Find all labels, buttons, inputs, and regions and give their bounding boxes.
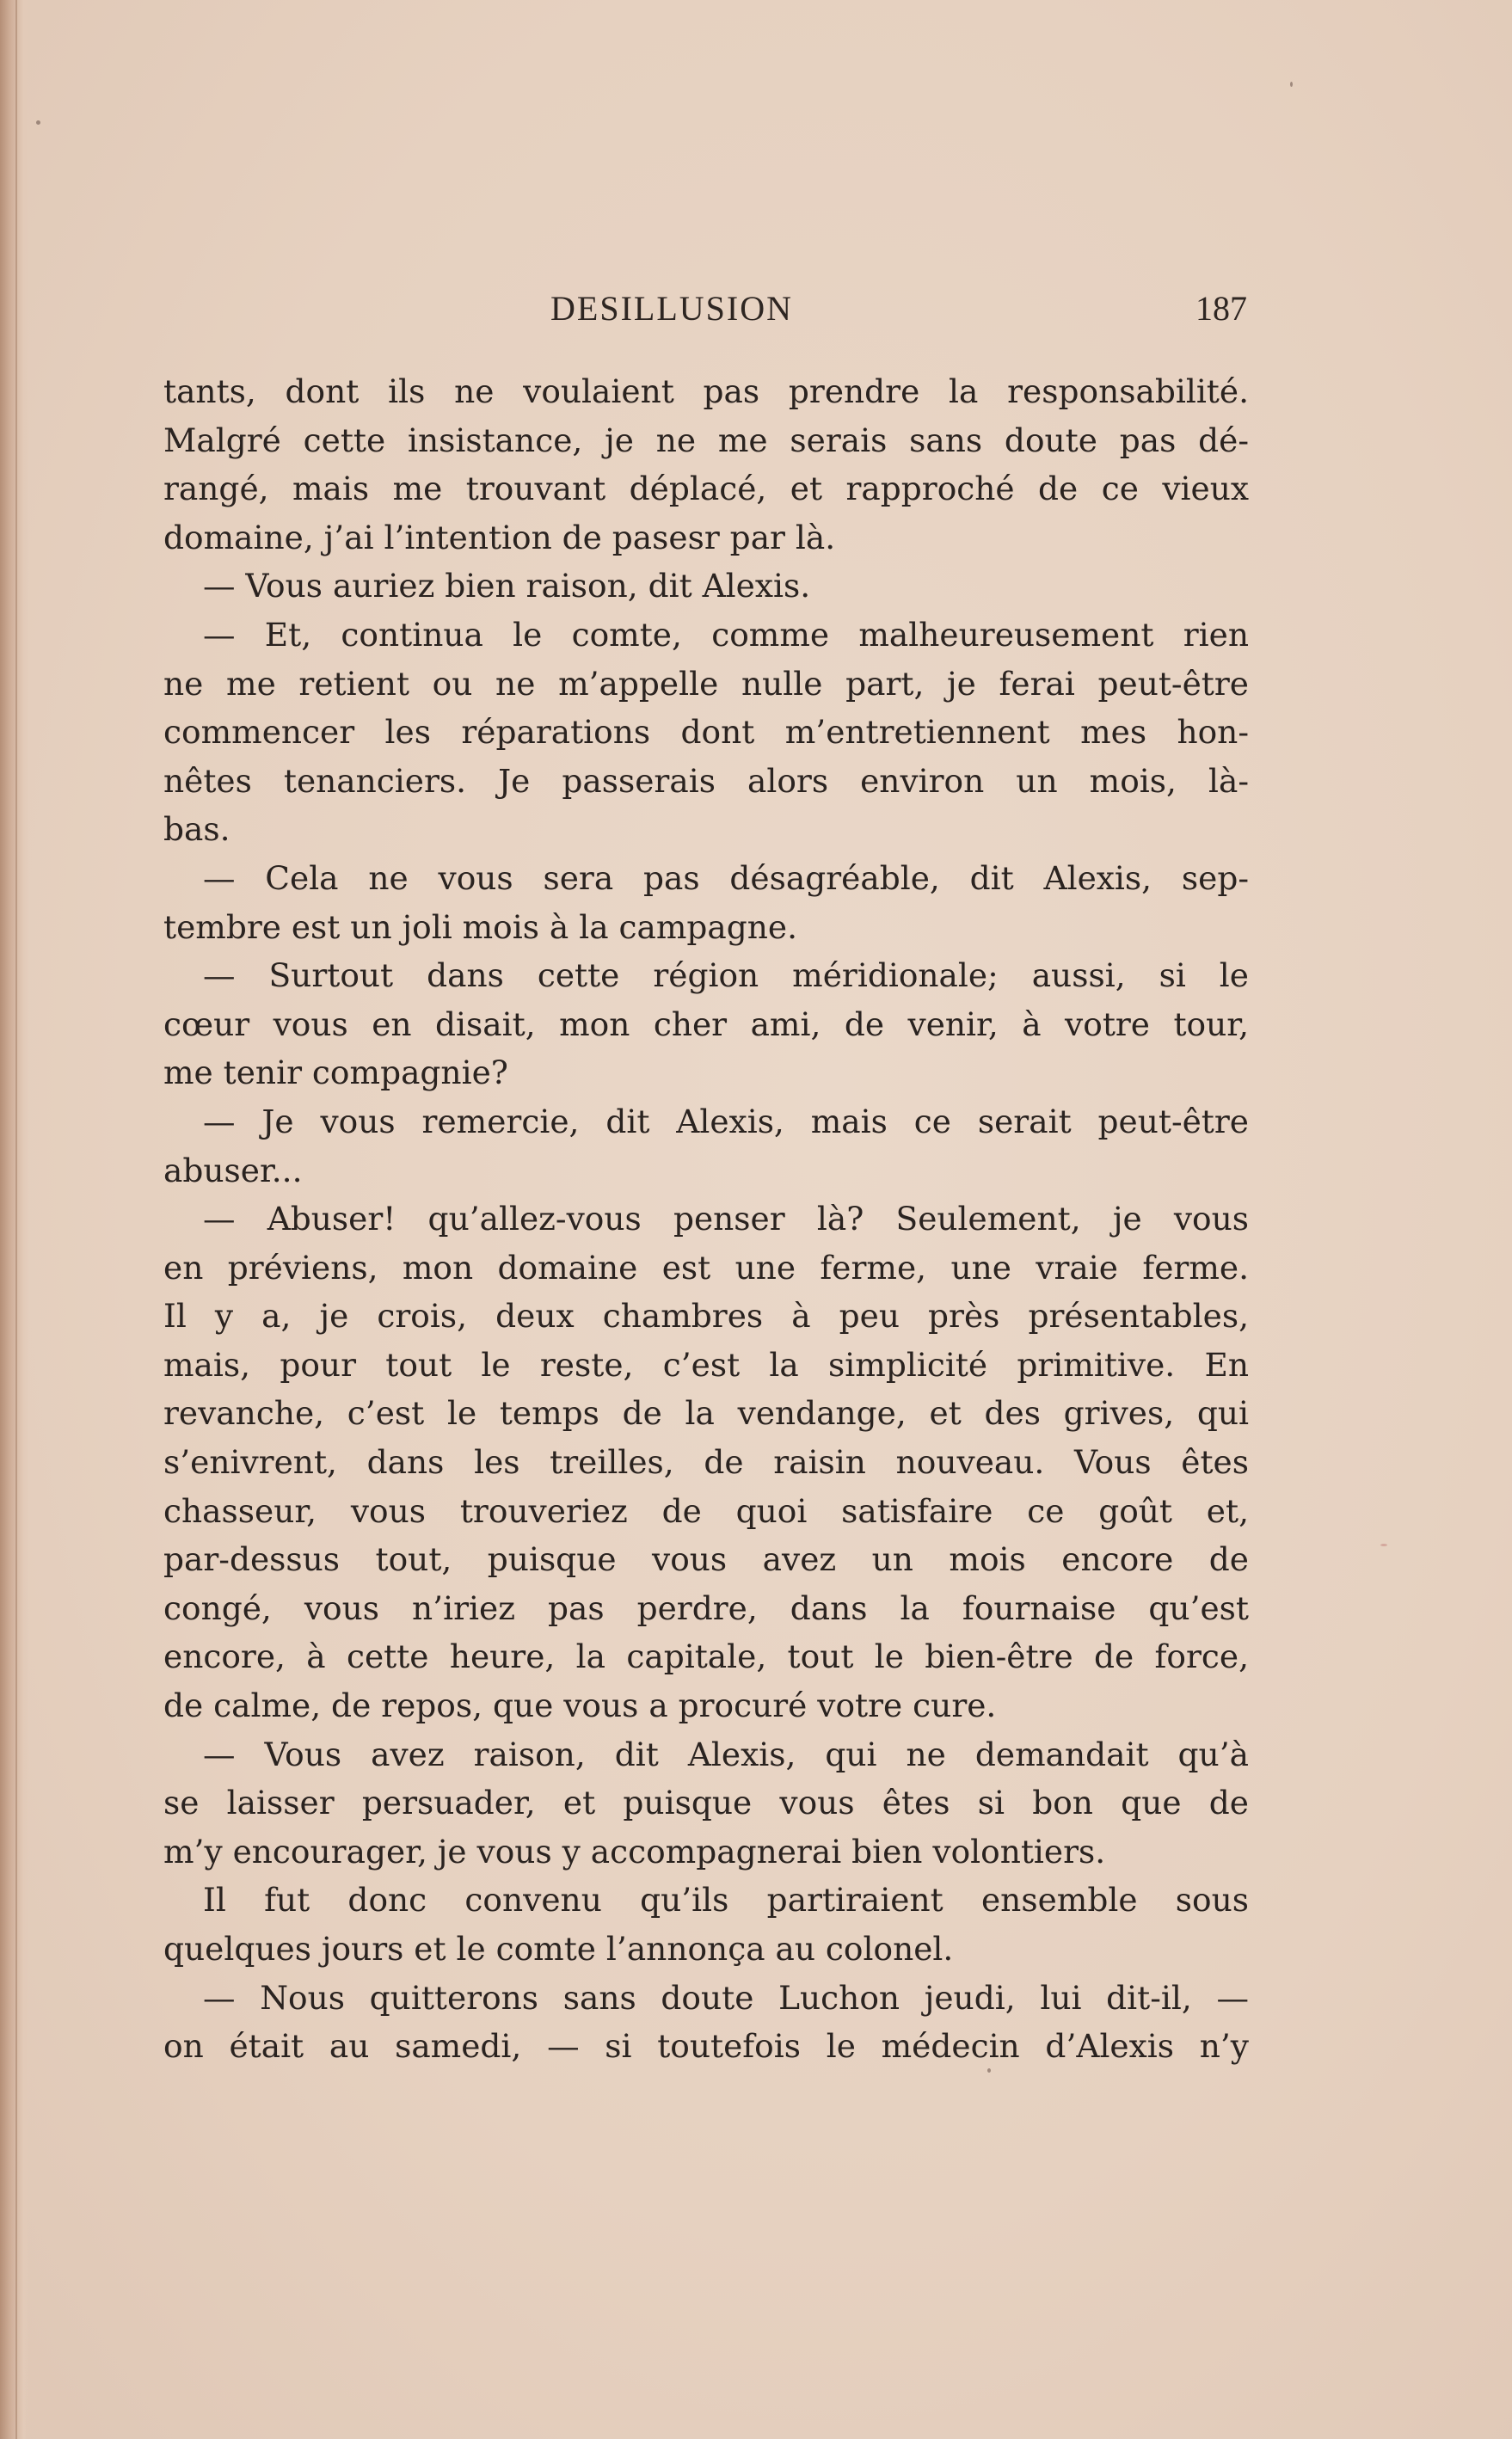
page-number: 187: [1195, 289, 1247, 328]
text-line: — Cela ne vous sera pas désagréable, dit Alexis, sep-: [203, 858, 1249, 897]
text-line: chasseur, vous trouveriez de quoi satisfaire ce goût et,: [163, 1491, 1249, 1530]
body-text: [163, 367, 1249, 2071]
paper-speck: [1290, 82, 1293, 87]
text-line: de calme, de repos, que vous a procuré votre cure.: [163, 1686, 997, 1725]
text-line: quelques jours et le comte l’annonça au colonel.: [163, 1930, 954, 1968]
text-line: Il y a, je crois, deux chambres à peu près présentables,: [163, 1297, 1249, 1336]
text-line: — Surtout dans cette région méridionale; aussi, si le: [203, 956, 1249, 995]
text-line: — Je vous remercie, dit Alexis, mais ce serait peut-être: [203, 1102, 1249, 1140]
text-line: cœur vous en disait, mon cher ami, de venir, à votre tour,: [163, 1004, 1249, 1043]
paper-speck: [1380, 1544, 1387, 1546]
text-line: on était au samedi, — si toutefois le médecin d’Alexis n’y: [163, 2027, 1249, 2066]
text-line: ne me retient ou ne m’appelle nulle part, je ferai peut-être: [163, 664, 1249, 703]
page-header: [163, 288, 1247, 340]
running-title: DESILLUSION: [550, 289, 793, 328]
text-line: mais, pour tout le reste, c’est la simplicité primitive. En: [163, 1345, 1249, 1384]
paper-speck: [36, 120, 40, 125]
text-line: — Nous quitterons sans doute Luchon jeudi, lui dit-il, —: [203, 1978, 1249, 2017]
text-line: — Vous avez raison, dit Alexis, qui ne demandait qu’à: [203, 1735, 1249, 1773]
text-line: se laisser persuader, et puisque vous êtes si bon que de: [163, 1784, 1249, 1822]
text-line: tembre est un joli mois à la campagne.: [163, 907, 798, 946]
text-line: revanche, c’est le temps de la vendange, et des grives, qui: [163, 1394, 1249, 1433]
text-line: rangé, mais me trouvant déplacé, et rapproché de ce vieux: [163, 470, 1249, 508]
text-line: commencer les réparations dont m’entretiennent mes hon-: [163, 713, 1249, 752]
text-line: tants, dont ils ne voulaient pas prendre la responsabilité.: [163, 372, 1249, 410]
text-line: me tenir compagnie?: [163, 1054, 508, 1092]
text-line: s’enivrent, dans les treilles, de raisin nouveau. Vous êtes: [163, 1443, 1249, 1482]
text-line: en préviens, mon domaine est une ferme, une vraie ferme.: [163, 1248, 1249, 1287]
text-line: encore, à cette heure, la capitale, tout le bien-être de force,: [163, 1637, 1249, 1676]
text-line: par-dessus tout, puisque vous avez un mois encore de: [163, 1540, 1249, 1579]
gutter-line: [15, 0, 17, 2439]
text-line: — Vous auriez bien raison, dit Alexis.: [203, 567, 811, 605]
text-line: domaine, j’ai l’intention de pasesr par là.: [163, 518, 836, 556]
text-line: congé, vous n’iriez pas perdre, dans la fournaise qu’est: [163, 1588, 1249, 1627]
text-line: — Et, continua le comte, comme malheureusement rien: [203, 615, 1249, 654]
text-line: bas.: [163, 810, 230, 849]
text-line: — Abuser! qu’allez-vous penser là? Seulement, je vous: [203, 1200, 1249, 1238]
text-line: Il fut donc convenu qu’ils partiraient ensemble sous: [203, 1881, 1249, 1920]
text-line: nêtes tenanciers. Je passerais alors environ un mois, là-: [163, 761, 1249, 800]
text-line: abuser...: [163, 1151, 303, 1189]
text-line: Malgré cette insistance, je ne me serais sans doute pas dé-: [163, 421, 1249, 459]
book-spine-shadow: [0, 0, 29, 2439]
text-line: m’y encourager, je vous y accompagnerai bien volontiers.: [163, 1832, 1106, 1871]
